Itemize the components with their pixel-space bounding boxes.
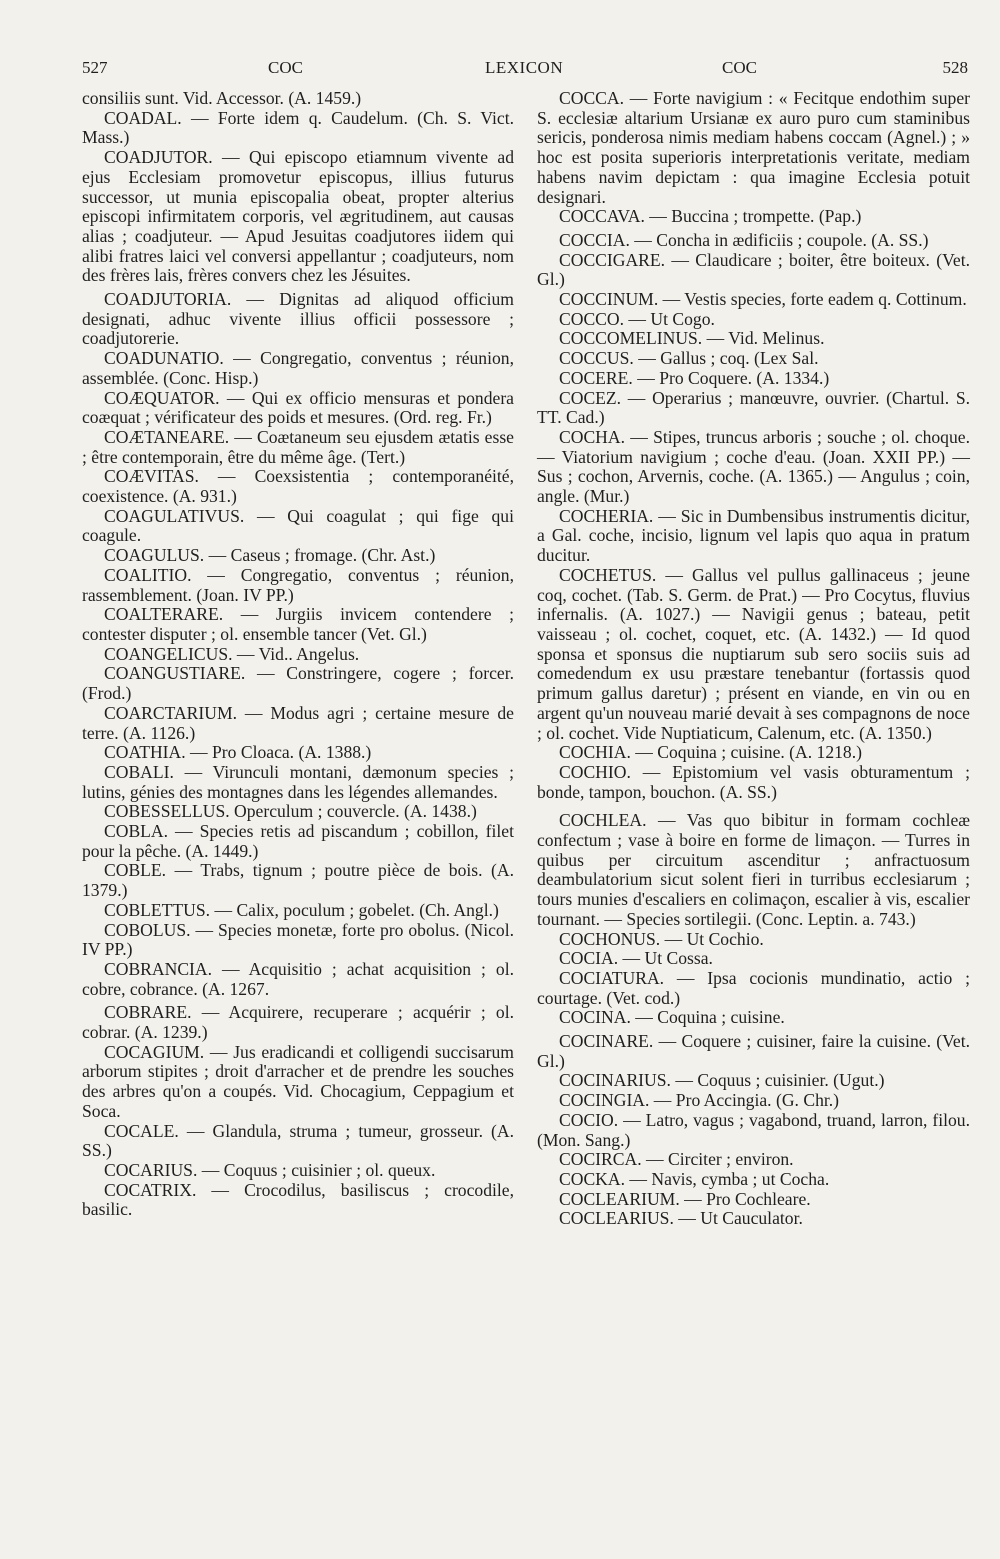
dictionary-entry: COBESSELLUS. Operculum ; couvercle. (A. 1438.) — [104, 801, 477, 822]
dictionary-entry: COBLA. — Species retis ad piscandum ; cobillon, filet pour la pêche. (A. 1449.) — [82, 821, 514, 861]
dictionary-entry: COBLE. — Trabs, tignum ; poutre pièce de bois. (A. 1379.) — [82, 860, 514, 901]
dictionary-entry: COCAGIUM. — Jus eradicandi et colligendi succisarum arborum stipites ; droit d'arracher et de prendre les souches des arbres qu'on a coupés. Vid. Chocagium, Ceppagium et Soca. — [82, 1041, 514, 1121]
dictionary-entry: COCINGIA. — Pro Accingia. (G. Chr.) — [559, 1090, 840, 1111]
dictionary-entry: COCHONUS. — Ut Cochio. — [559, 928, 764, 949]
left-running-head: COC — [268, 58, 303, 77]
right-column — [537, 89, 970, 1229]
dictionary-entry: COCHIO. — Epistomium vel vasis obturamentum ; bonde, tampon, bouchon. (A. SS.) — [537, 761, 970, 802]
dictionary-entry: COCCIGARE. — Claudicare ; boiter, être boiteux. (Vet. Gl.) — [537, 249, 970, 290]
dictionary-entry: COCATRIX. — Crocodilus, basiliscus ; crocodile, basilic. — [82, 1179, 514, 1220]
dictionary-entry: COAGULATIVUS. — Qui coagulat ; qui fige qui coagule. — [82, 505, 514, 546]
dictionary-entry: COCHIA. — Coquina ; cuisine. (A. 1218.) — [559, 742, 862, 763]
dictionary-entry: COCHERIA. — Sic in Dumbensibus instrumentis dicitur, a Gal. coche, incisio, lignum vel lapis quo aqua in pratum ducitur. — [537, 505, 970, 566]
dictionary-entry: COCIRCA. — Circiter ; environ. — [559, 1149, 794, 1170]
dictionary-entry: COCHETUS. — Gallus vel pullus gallinaceus ; jeune coq, cochet. (Tab. S. Germ. de Prat.) — Pro Cocytus, fluvius infernalis. (A. 1027.) — Navigii genus ; bateau, petit vaisseau ; ol. cochet, coquet, etc. (A. 1432.) — Id quod sponsa et sponsus die nuptiarum sub sero sociis suis ad comedendum ex usu præstare tenebantur (fortassis quod primum gallus daretur) ; présent en viande, en vin ou en argent qu'un nouveau marié devait à ses compagnons de noce ; ol. cochet. Vide Nuptiaticum, Calenum, etc. (A. 1350.) — [537, 564, 970, 743]
dictionary-entry: COCIO. — Latro, vagus ; vagabond, truand, larron, filou. (Mon. Sang.) — [537, 1109, 970, 1150]
dictionary-entry: COCCO. — Ut Cogo. — [559, 308, 715, 329]
dictionary-entry: COARCTARIUM. — Modus agri ; certaine mesure de terre. (A. 1126.) — [82, 702, 514, 743]
dictionary-entry: COADUNATIO. — Congregatio, conventus ; réunion, assemblée. (Conc. Hisp.) — [82, 348, 514, 388]
dictionary-entry: COCLEARIUS. — Ut Cauculator. — [559, 1208, 803, 1229]
page-header — [82, 58, 968, 86]
dictionary-entry: COALITIO. — Congregatio, conventus ; réunion, rassemblement. (Joan. IV PP.) — [82, 564, 514, 605]
dictionary-entry: consiliis sunt. Vid. Accessor. (A. 1459.) — [82, 88, 362, 108]
dictionary-entry: COADAL. — Forte idem q. Caudelum. (Ch. S. Vict. Mass.) — [82, 107, 514, 148]
left-page-number: 527 — [82, 58, 108, 77]
dictionary-entry: COCERE. — Pro Coquere. (A. 1334.) — [559, 367, 830, 388]
dictionary-entry: COBLETTUS. — Calix, poculum ; gobelet. (Ch. Angl.) — [104, 899, 499, 920]
dictionary-entry: COCCINUM. — Vestis species, forte eadem q. Cottinum. — [559, 289, 967, 310]
dictionary-entry: COALTERARE. — Jurgiis invicem contendere ; contester disputer ; ol. ensemble tancer (Vet. Gl.) — [82, 604, 514, 644]
dictionary-entry: COANGELICUS. — Vid.. Angelus. — [104, 643, 360, 664]
dictionary-entry: COBRANCIA. — Acquisitio ; achat acquisition ; ol. cobre, cobrance. (A. 1267. — [82, 958, 514, 999]
dictionary-entry: COCCUS. — Gallus ; coq. (Lex Sal. — [559, 348, 819, 369]
dictionary-entry: COCEZ. — Operarius ; manœuvre, ouvrier. (Chartul. S. TT. Cad.) — [537, 387, 970, 428]
right-page-number: 528 — [942, 58, 968, 77]
dictionary-entry: COATHIA. — Pro Cloaca. (A. 1388.) — [104, 742, 372, 763]
center-running-title: LEXICON — [485, 58, 564, 77]
right-running-head: COC — [722, 58, 757, 77]
dictionary-entry: COCIA. — Ut Cossa. — [559, 948, 713, 969]
dictionary-entry: COADJUTOR. — Qui episcopo etiamnum vivente ad ejus Ecclesiam promovetur episcopus, illius futurus successor, ut munia episcopalia obeat, propter alterius episcopi infirmitatem corporis, vel ægritudinem, aut causas alias ; coadjuteur. — Apud Jesuitas coadjutores iidem qui alibi fratres laici vel conversi appellantur ; coadjuteurs, nom des frères lais, frères convers chez les Jésuites. — [82, 147, 514, 286]
dictionary-entry: COCCAVA. — Buccina ; trompette. (Pap.) — [559, 206, 862, 227]
dictionary-entry: COÆQUATOR. — Qui ex officio mensuras et pondera coæquat ; vérificateur des poids et mesures. (Ord. reg. Fr.) — [82, 387, 514, 428]
dictionary-entry: COCCA. — Forte navigium : « Fecitque endothim super S. ecclesiæ altarium Ursianæ ex auro puro cum staminibus sericis, ponderosa nimis mediam habens coccam (Agnel.) ; » hoc est posita superioris interpretationis veritate, mediam habens navim depictam : qua imagine Ecclesia potuit designari. — [537, 88, 970, 207]
left-column — [82, 89, 514, 1220]
dictionary-entry: COAGULUS. — Caseus ; fromage. (Chr. Ast.) — [104, 545, 436, 566]
dictionary-entry: COCKA. — Navis, cymba ; ut Cocha. — [559, 1168, 830, 1189]
dictionary-entry: COCINA. — Coquina ; cuisine. — [559, 1007, 785, 1028]
dictionary-entry: COBOLUS. — Species monetæ, forte pro obolus. (Nicol. IV PP.) — [82, 919, 514, 960]
dictionary-entry: COBRARE. — Acquirere, recuperare ; acquérir ; ol. cobrar. (A. 1239.) — [82, 1002, 514, 1043]
dictionary-entry: COCCOMELINUS. — Vid. Melinus. — [559, 328, 825, 349]
dictionary-entry: COCLEARIUM. — Pro Cochleare. — [559, 1188, 811, 1209]
dictionary-entry: COANGUSTIARE. — Constringere, cogere ; forcer. (Frod.) — [82, 663, 514, 704]
dictionary-entry: COCIATURA. — Ipsa cocionis mundinatio, actio ; courtage. (Vet. cod.) — [537, 967, 970, 1008]
dictionary-entry: COÆTANEARE. — Coætaneum seu ejusdem ætatis esse ; être contemporain, être du même âge. (Tert.) — [82, 426, 514, 467]
dictionary-entry: COCINARIUS. — Coquus ; cuisinier. (Ugut.) — [559, 1070, 885, 1091]
dictionary-entry: COCINARE. — Coquere ; cuisiner, faire la cuisine. (Vet. Gl.) — [537, 1031, 970, 1071]
dictionary-entry: COADJUTORIA. — Dignitas ad aliquod officium designati, adhuc vivente illius officii possessore ; coadjutorerie. — [82, 289, 514, 349]
dictionary-entry: COCALE. — Glandula, struma ; tumeur, grosseur. (A. SS.) — [82, 1120, 514, 1161]
dictionary-entry: COCHLEA. — Vas quo bibitur in formam cochleæ confectum ; vase à boire en forme de limaçon. — Turres in quibus per circuitum ascenditur ; anfractuosum deambulatorium sicut solent fieri in turribus ecclesiarum ; tours munies d'escaliers en colimaçon, escalier à vis, escalier tournant. — Species sortilegii. (Conc. Leptin. a. 743.) — [537, 810, 970, 929]
dictionary-entry: COBALI. — Virunculi montani, dæmonum species ; lutins, génies des montagnes dans les légendes allemandes. — [82, 761, 514, 802]
dictionary-entry: COÆVITAS. — Coexsistentia ; contemporanéité, coexistence. (A. 931.) — [82, 466, 514, 507]
dictionary-entry: COCARIUS. — Coquus ; cuisinier ; ol. queux. — [104, 1159, 436, 1180]
dictionary-entry: COCHA. — Stipes, truncus arboris ; souche ; ol. choque. — Viatorium navigium ; coche d'eau. (Joan. XXII PP.) — Sus ; cochon, Arvernis, coche. (A. 1365.) — Angulus ; coin, angle. (Mur.) — [537, 426, 970, 507]
dictionary-entry: COCCIA. — Concha in ædificiis ; coupole. (A. SS.) — [559, 229, 929, 250]
